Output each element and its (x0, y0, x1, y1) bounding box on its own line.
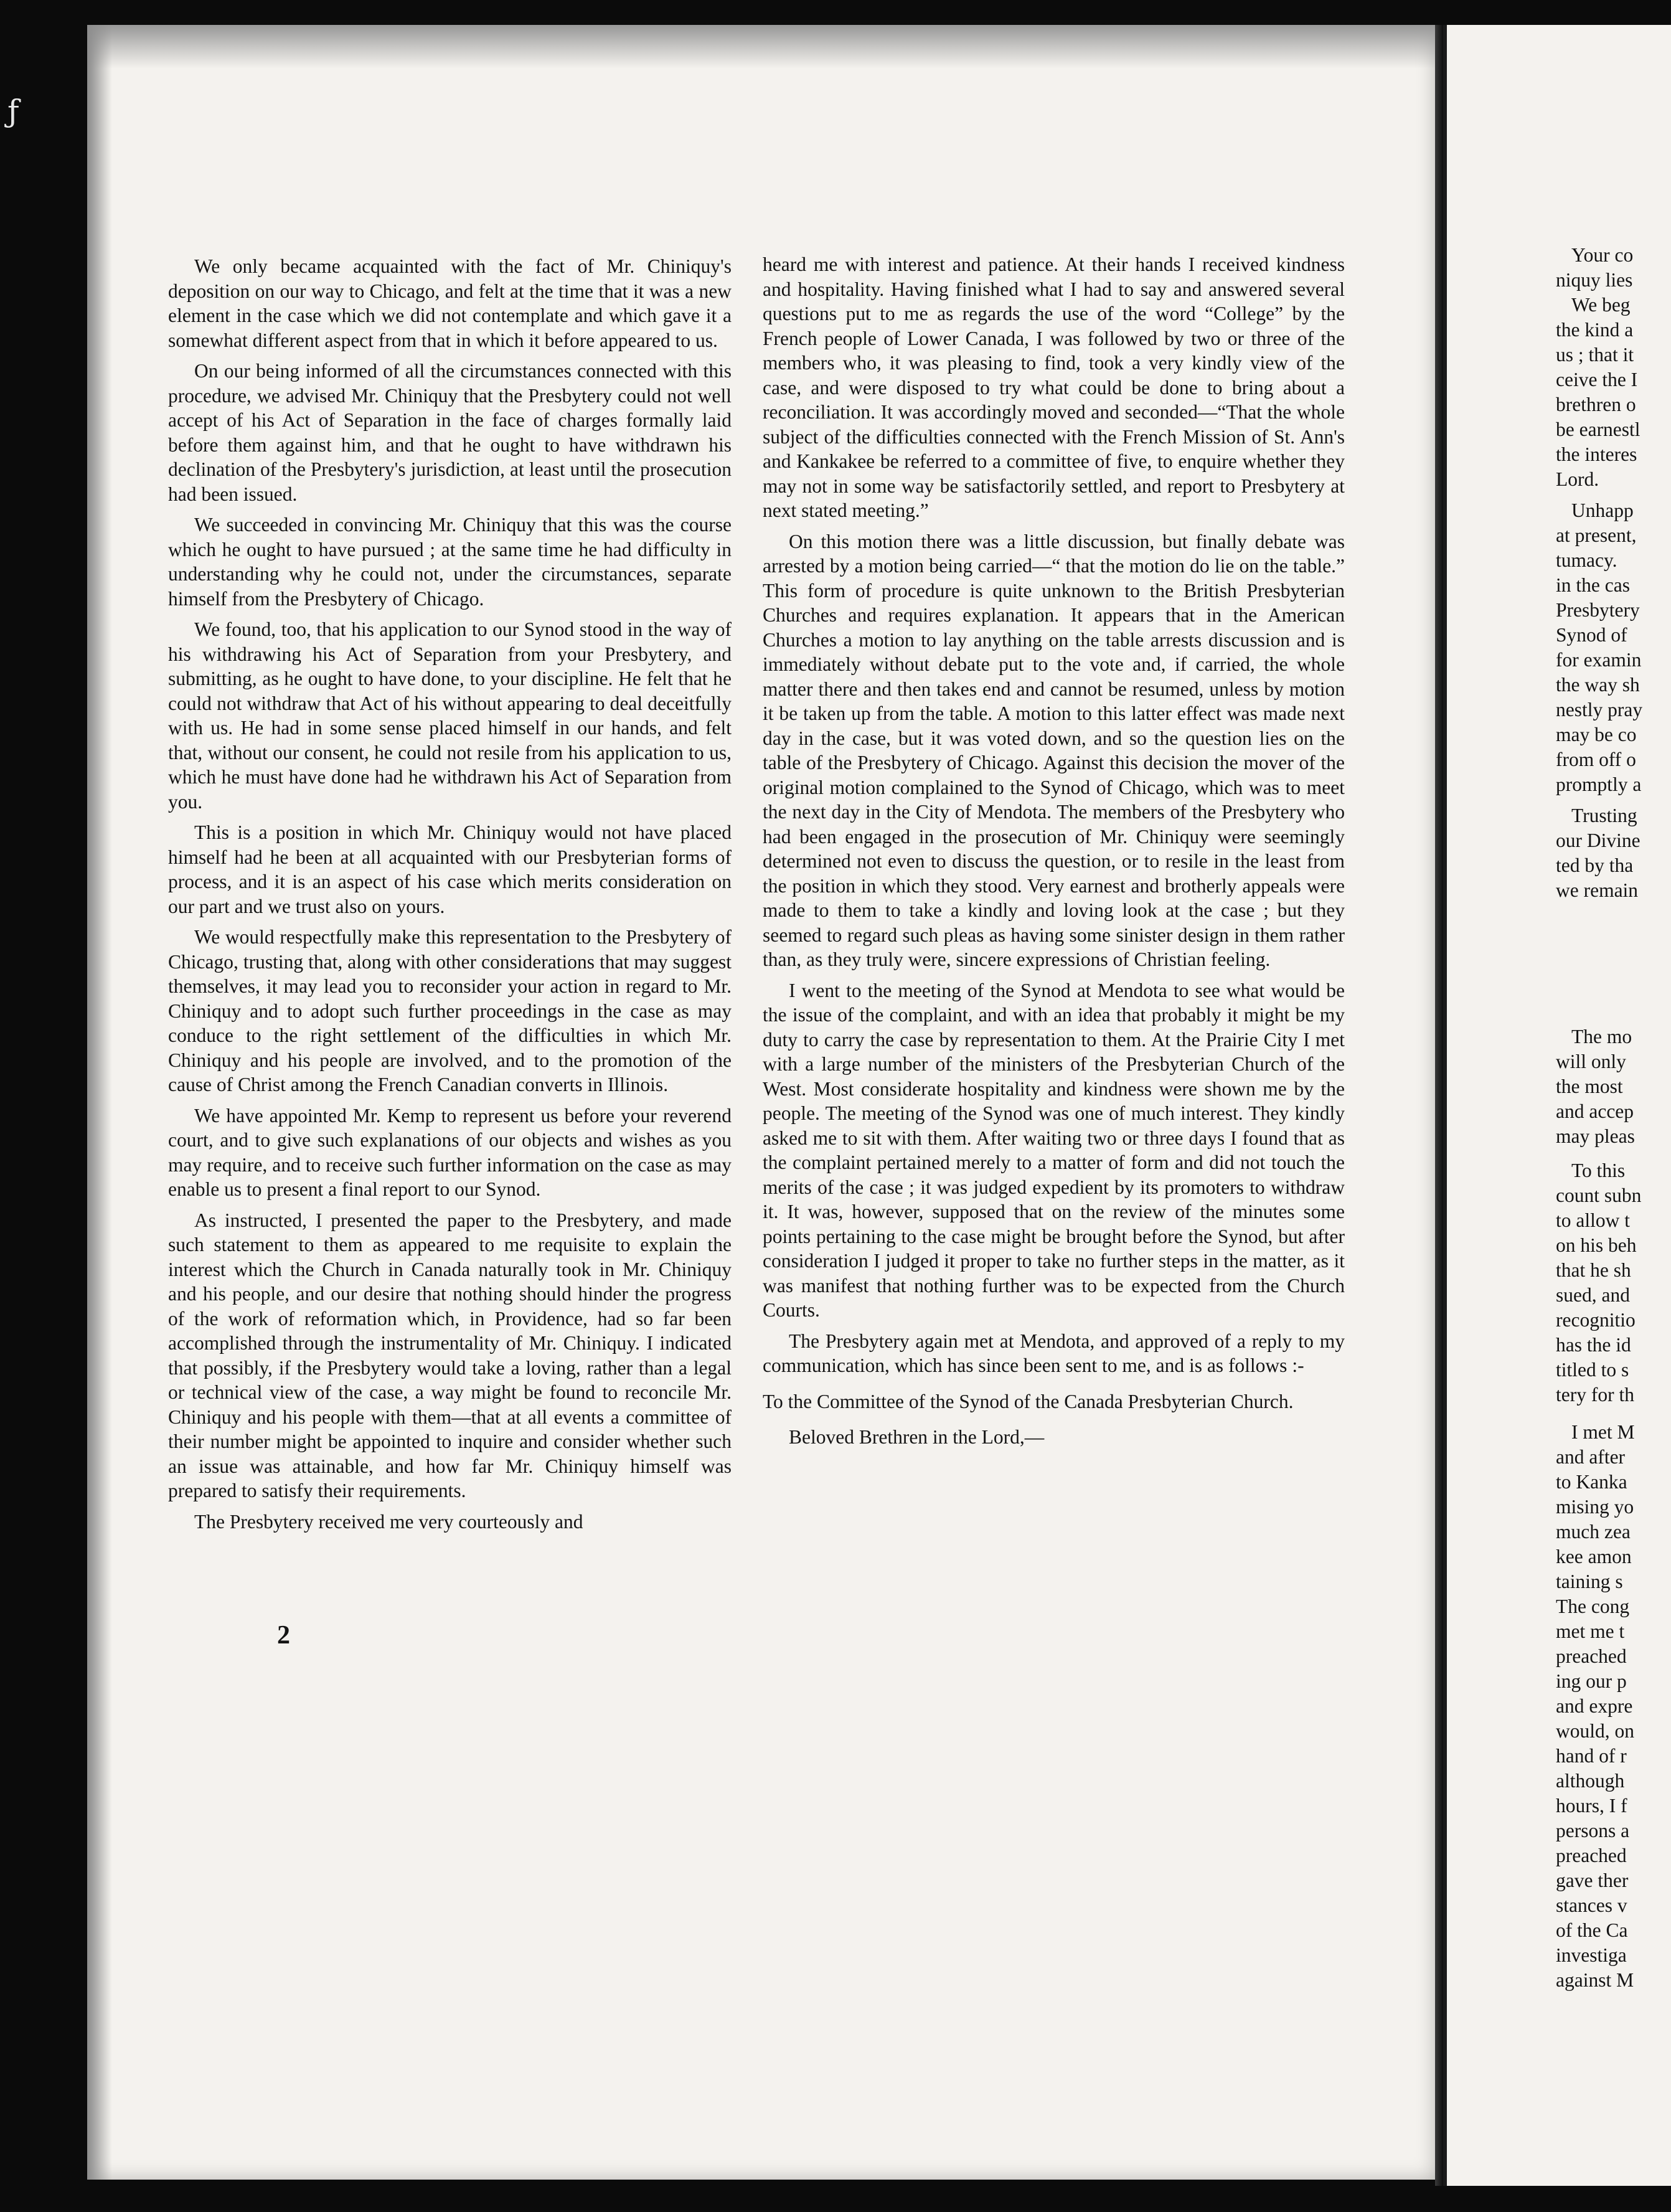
cropped-text-line: in the cas (1556, 574, 1630, 596)
paragraph: On our being informed of all the circumstances connected with this procedure, we advised Mr. Chiniquy that the Presbytery could not well accept of his Act of Separation in the face of charges formally laid before them against him, and that he ought to have withdrawn his declination of the Presbytery's jurisdiction, at least until the prosecution had been issued. (168, 360, 732, 505)
letter-salutation: Beloved Brethren in the Lord,— (789, 1426, 1045, 1448)
cropped-text-line: The cong (1556, 1595, 1630, 1617)
cropped-text-line: titled to s (1556, 1359, 1629, 1381)
cropped-text-line: be earnestl (1556, 418, 1640, 440)
cropped-text-line: tumacy. (1556, 549, 1617, 571)
cropped-text-line: although (1556, 1770, 1625, 1792)
middle-column (763, 252, 1345, 1456)
cropped-text-line: preached (1556, 1645, 1627, 1667)
cropped-text-line: promptly a (1556, 773, 1642, 795)
cropped-text-line: Your co (1571, 244, 1634, 266)
cropped-text-line: we remain (1556, 879, 1639, 901)
cropped-text-line: sued, and (1556, 1284, 1630, 1306)
paragraph: This is a position in which Mr. Chiniquy would not have placed himself had he been at all acquainted with our Presbyterian forms of process, and it is an aspect of his case which merits consideration on our part and we trust also on yours. (168, 821, 732, 917)
cropped-text-line: and accep (1556, 1100, 1634, 1122)
cropped-text-line: preached (1556, 1845, 1627, 1866)
cropped-text-line: Trusting (1571, 805, 1637, 826)
page-number: 2 (277, 1621, 290, 1650)
cropped-text-line: to Kanka (1556, 1471, 1627, 1493)
cropped-text-line: the most (1556, 1075, 1623, 1097)
cropped-text-line: the kind a (1556, 319, 1634, 341)
cropped-text-line: kee amon (1556, 1546, 1632, 1567)
cropped-text-line: met me t (1556, 1620, 1625, 1642)
cropped-text-line: from off o (1556, 749, 1636, 770)
cropped-text-line: count subn (1556, 1184, 1642, 1206)
letter-address: To the Committee of the Synod of the Canada Presbyterian Church. (763, 1390, 1294, 1412)
cropped-text-line: mising yo (1556, 1496, 1634, 1518)
cropped-text-line: stances v (1556, 1894, 1627, 1916)
cropped-text-line: would, on (1556, 1720, 1634, 1742)
paragraph: On this motion there was a little discussion, but finally debate was arrested by a motion being carried—“ that the motion do lie on the table.” This form of procedure is quite unknown to the British Presbyterian Churches and requires explanation. It appears that in the American Churches a motion to lay anything on the table arrests discussion and is immediately without debate put to the vote and, if carried, the whole matter there and then takes end and cannot be resumed, unless by motion it be taken up from the table. A motion to this latter effect was made next day in the case, but it was voted down, and so the question lies on the table of the Presbytery of Chicago. Against this decision the mover of the original motion complained to the Synod of Chicago, which was to meet the next day in the City of Mendota. The members of the Presbytery who had been engaged in the prosecution of Mr. Chiniquy were seemingly determined not even to discuss the question, or to resile in the least from the position in which they stood. Very earnest and brotherly appeals were made to them to take a kindly and loving look at the case ; but they seemed to regard such pleas as having some sinister design in them rather than, as they truly were, sincere expressions of Christian feeling. (763, 530, 1345, 970)
cropped-text-line: ceive the I (1556, 369, 1638, 390)
cropped-text-line: against M (1556, 1969, 1634, 1991)
cropped-text-line: investiga (1556, 1944, 1627, 1966)
paragraph: We succeeded in convincing Mr. Chiniquy that this was the course which he ought to have pursued ; at the same time he had difficulty in understanding why he could not, under the circumstances, separate himself from the Presbytery of Chicago. (168, 514, 732, 610)
cropped-text-line: at present, (1556, 524, 1637, 546)
cropped-text-line: of the Ca (1556, 1919, 1628, 1941)
cropped-text-line: will only (1556, 1051, 1626, 1072)
cropped-text-line: may pleas (1556, 1125, 1635, 1147)
cropped-text-line: has the id (1556, 1334, 1631, 1356)
cropped-text-line: niquy lies (1556, 269, 1633, 291)
cropped-text-line: us ; that it (1556, 344, 1634, 366)
cropped-text-line: hand of r (1556, 1745, 1627, 1767)
margin-mark: ƒ (7, 93, 19, 130)
cropped-text-line: brethren o (1556, 394, 1636, 415)
cropped-text-line: our Divine (1556, 830, 1640, 851)
cropped-text-line: and after (1556, 1446, 1626, 1468)
cropped-text-line: persons a (1556, 1820, 1630, 1841)
page-shadow-top (87, 25, 1435, 69)
cropped-text-line: Unhapp (1571, 499, 1634, 521)
cropped-text-line: to allow t (1556, 1209, 1630, 1231)
cropped-text-line: recognitio (1556, 1309, 1636, 1331)
cropped-text-line: for examin (1556, 649, 1642, 671)
cropped-text-line: I met M (1571, 1421, 1635, 1443)
cropped-text-line: hours, I f (1556, 1795, 1627, 1817)
cropped-text-line: taining s (1556, 1571, 1623, 1592)
cropped-text-line: Synod of (1556, 624, 1627, 646)
adjacent-page (1443, 25, 1671, 2186)
cropped-text-line: the interes (1556, 443, 1637, 465)
paragraph: As instructed, I presented the paper to the Presbytery, and made such statement to them as appeared to me requisite to explain the interest which the Church in Canada naturally took in Mr. Chiniquy and his people, and our desire that nothing should hinder the progress of the work of reformation which, in Providence, had so far been accomplished through the instrumentality of Mr. Chiniquy. I indicated that possibly, if the Presbytery would take a loving, rather than a legal or technical view of the case, a way might be found to reconcile Mr. Chiniquy and his people with them—that at all events a committee of their number might be appointed to inquire and consider whether such an issue was attainable, and how far Mr. Chiniquy himself was prepared to satisfy their requirements. (168, 1209, 732, 1501)
cropped-text-line: To this (1571, 1160, 1626, 1181)
cropped-text-line: We beg (1571, 294, 1631, 316)
cropped-text-line: that he sh (1556, 1259, 1631, 1281)
cropped-text-line: Lord. (1556, 468, 1599, 490)
paragraph: I went to the meeting of the Synod at Mendota to see what would be the issue of the complaint, and with an idea that probably it might be my duty to carry the case by representation to them. At the Prairie City I met with a large number of the ministers of the Presbyterian Church of the West. Most considerate hospitality and kindness were shown me by the people. The meeting of the Synod was one of much interest. They kindly asked me to sit with them. After waiting two or three days I found that as the complaint pertained merely to a matter of form and did not touch the merits of the case ; it was judged expedient by its promoters to withdraw it. It was, however, supposed that on the review of the minutes some points pertaining to the case might be brought before the Synod, but after consideration I judged it proper to take no further steps in the matter, as it was manifest that nothing further was to be expected from the Church Courts. (763, 979, 1345, 1321)
cropped-text-line: gave ther (1556, 1869, 1629, 1891)
paragraph: We only became acquainted with the fact of Mr. Chiniquy's deposition on our way to Chicago, and felt at the time that it was a new element in the case which we did not contemplate and which gave it a somewhat different aspect from that in which it before appeared to us. (168, 255, 732, 351)
paragraph: We would respectfully make this representation to the Presbytery of Chicago, trusting that, along with other considerations that may suggest themselves, it may lead you to reconsider your action in regard to Mr. Chiniquy and to adopt such further proceedings in the case as may conduce to the right settlement of the difficulties in which Mr. Chiniquy and his people are involved, and to the promotion of the cause of Christ among the French Canadian converts in Illinois. (168, 926, 732, 1095)
page-gutter (1435, 25, 1444, 2186)
page-shadow-left (87, 25, 112, 2180)
cropped-text-line: tery for th (1556, 1384, 1634, 1406)
paragraph: The Presbytery again met at Mendota, and approved of a reply to my communication, which has since been sent to me, and is as follows :- (763, 1330, 1345, 1376)
paragraph: We found, too, that his application to our Synod stood in the way of his withdrawing his Act of Separation from your Presbytery, and submitting, as he ought to have done, to your discipline. He felt that he could not withdraw that Act of his without appearing to deal deceitfully with us. He had in some sense placed himself in our hands, and felt that, without our consent, he could not resile from his application to us, which he must have done had he withdrawn his Act of Separation from you. (168, 618, 732, 813)
cropped-text-line: ted by tha (1556, 854, 1634, 876)
cropped-text-line: the way sh (1556, 674, 1640, 696)
cropped-text-line: ing our p (1556, 1670, 1627, 1692)
paragraph: We have appointed Mr. Kemp to represent us before your reverend court, and to give such explanations of our objects and wishes as you may require, and to receive such further information on the case as may enable us to present a final report to our Synod. (168, 1104, 732, 1200)
left-column (168, 254, 732, 1540)
cropped-text-line: The mo (1571, 1026, 1632, 1047)
cropped-text-line: on his beh (1556, 1234, 1637, 1256)
cropped-text-line: Presbytery (1556, 599, 1640, 621)
cropped-text-line: much zea (1556, 1521, 1631, 1543)
cropped-text-line: and expre (1556, 1695, 1633, 1717)
paragraph: heard me with interest and patience. At their hands I received kindness and hospitality. Having finished what I had to say and answered several questions put to me as regards the use of the word “College” by the French people of Lower Canada, I was followed by two or three of the members who, it was pleasing to find, took a very kindly view of the case, and were disposed to try what could be done to bring about a reconciliation. It was accordingly moved and seconded—“That the whole subject of the difficulties connected with the French Mission of St. Ann's and Kankakee be referred to a committee of five, to enquire whether they may not in some way be satisfactorily settled, and report to Presbytery at next stated meeting.” (763, 253, 1345, 521)
cropped-text-line: nestly pray (1556, 699, 1643, 721)
cropped-text-line: may be co (1556, 724, 1637, 745)
paragraph: The Presbytery received me very courteously and (194, 1510, 583, 1533)
